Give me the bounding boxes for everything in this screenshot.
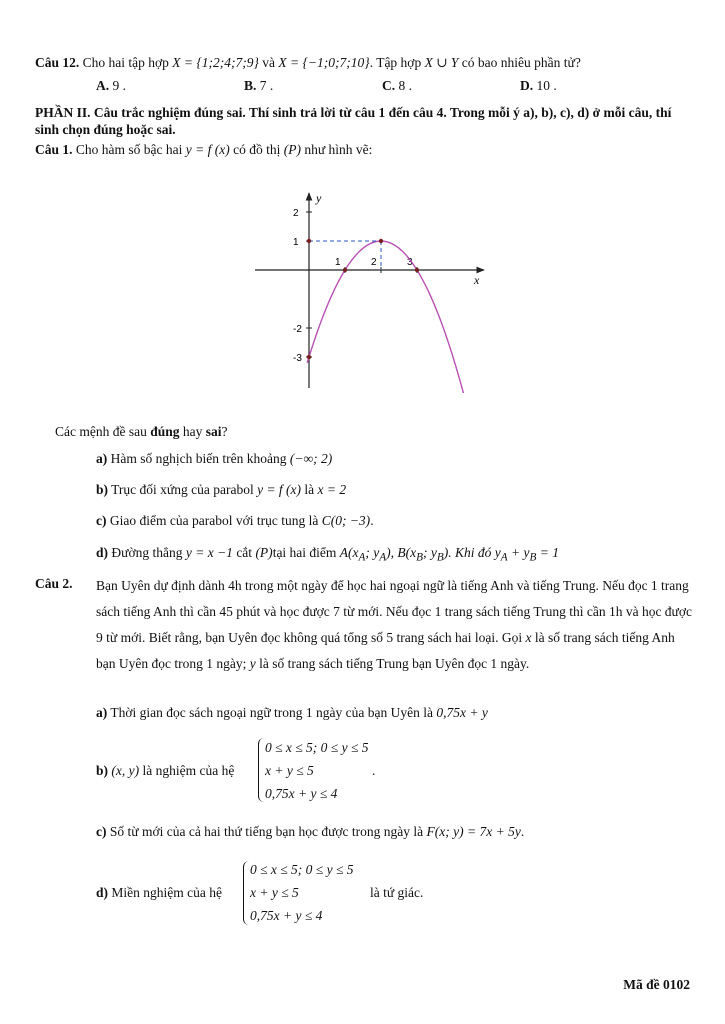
c1-item-c: c) Giao điểm của parabol với trục tung là C(0; −3). [96, 513, 374, 528]
c2-item-a: a) Thời gian đọc sách ngoại ngữ trong 1 ngày của bạn Uyên là 0,75x + y [96, 705, 488, 720]
x-tick-label-3: 3 [407, 257, 413, 268]
x-tick-label-1: 1 [335, 257, 341, 268]
parabola-curve [307, 241, 465, 393]
y-tick-label-2: 2 [293, 208, 299, 219]
vertex-point [379, 239, 383, 243]
q12-set2: X = {−1;0;7;10} [278, 55, 370, 70]
c1-item-b: b) Trục đối xứng của parabol y = f (x) là x = 2 [96, 482, 347, 497]
c2-item-c: c) Số từ mới của cả hai thứ tiếng bạn học được trong ngày là F(x; y) = 7x + 5y. [96, 824, 525, 839]
c2-para1: Bạn Uyên dự định dành 4h trong một ngày để học hai ngoại ngữ là tiếng Anh và tiếng Trung. Nếu đọc 1 trang sách tiếng Anh thì cần 45 phút và học được 7 từ mới. Nếu đọc 1 trang sách tiếng Trung thì cần 1h và học được 9 từ mới. Biết rằng, bạn Uyên đọc không quá tổng số 5 trang sách hai loại. [96, 578, 693, 645]
c2-item-b: b) (x, y) là nghiệm của hệ [96, 763, 235, 778]
c2-system-d: 0 ≤ x ≤ 5; 0 ≤ y ≤ 5 x + y ≤ 5 0,75x + y ≤ 4 [250, 862, 354, 923]
part2-heading: PHẦN II. Câu trắc nghiệm đúng sai. Thí sinh trả lời từ câu 1 đến câu 4. Trong mỗi ý a), b), c), d) ở mỗi câu, thí sinh chọn đúng hoặc sai. [35, 105, 672, 137]
y-tick-label--2: -2 [293, 324, 302, 335]
parabola-graph [250, 188, 490, 393]
y-axis-label: y [316, 191, 322, 205]
c2-body: Bạn Uyên dự định dành 4h trong một ngày để học hai ngoại ngữ là tiếng Anh và tiếng Trung. Nếu đọc 1 trang sách tiếng Anh thì cần 45 phút và học được 7 từ mới. Nếu đọc 1 trang sách tiếng Trung thì cần 1h và học được 9 từ mới. Biết rằng, bạn Uyên đọc không quá tổng số 5 trang sách hai loại. Gọi x là số trang sách tiếng Anh bạn Uyên đọc trong 1 ngày; y là số trang sách tiếng Trung bạn Uyên đọc 1 ngày. [96, 578, 693, 671]
root-point-2 [415, 268, 419, 272]
q12-label: Câu 12. [35, 55, 80, 70]
c1-item-a: a) Hàm số nghịch biến trên khoảng (−∞; 2) [96, 451, 333, 466]
c2-b-end: . [372, 763, 376, 778]
c2-label: Câu 2. [35, 576, 73, 591]
c1-graph-name: (P) [283, 142, 301, 157]
system-brace-d [243, 861, 250, 925]
x-tick-label-2: 2 [371, 257, 377, 268]
question-1: Câu 1. Cho hàm số bậc hai y = f (x) có đồ thị (P) như hình vẽ: [35, 142, 373, 157]
y-tick-label--3: -3 [293, 353, 302, 364]
question-12 [35, 55, 581, 71]
q12-text-b: . Tập hợp [369, 55, 422, 70]
q12-option-a: A. 9 . [96, 78, 126, 93]
exam-code: Mã đề 0102 [623, 977, 690, 992]
q12-set1: X = {1;2;4;7;9} [172, 55, 259, 70]
q12-option-d: D. 10 . [520, 78, 557, 93]
system-brace-b [258, 738, 265, 802]
c1-func: y = f (x) [185, 142, 230, 157]
y-level-point [307, 239, 311, 243]
root-point-1 [343, 268, 347, 272]
y-tick-label-1: 1 [293, 237, 299, 248]
c2-item-d: d) Miền nghiệm của hệ [96, 885, 222, 900]
q12-and: và [262, 55, 276, 70]
y-intercept-point [307, 355, 311, 359]
c1-item-d: d) Đường thẳng y = x −1 cắt (P)tại hai điểm $A(x_A$; $y_A$), $B(x_B$; $y_B$). Khi đó $y_A + y_B = 1$ [96, 545, 560, 564]
c2-system-b: 0 ≤ x ≤ 5; 0 ≤ y ≤ 5 x + y ≤ 5 0,75x + y ≤ 4 [265, 740, 369, 801]
x-axis-label: x [474, 273, 480, 287]
c1-label: Câu 1. [35, 142, 73, 157]
q12-option-c: C. 8 . [382, 78, 412, 93]
c1-prompt: Các mệnh đề sau đúng hay sai? [55, 424, 228, 439]
q12-option-b: B. 7 . [244, 78, 274, 93]
q12-text-a: Cho hai tập hợp [82, 55, 169, 70]
q12-union: X ∪ Y [424, 55, 459, 70]
c2-d-end: là tứ giác. [370, 885, 424, 900]
q12-text-c: có bao nhiêu phần tử? [461, 55, 581, 70]
